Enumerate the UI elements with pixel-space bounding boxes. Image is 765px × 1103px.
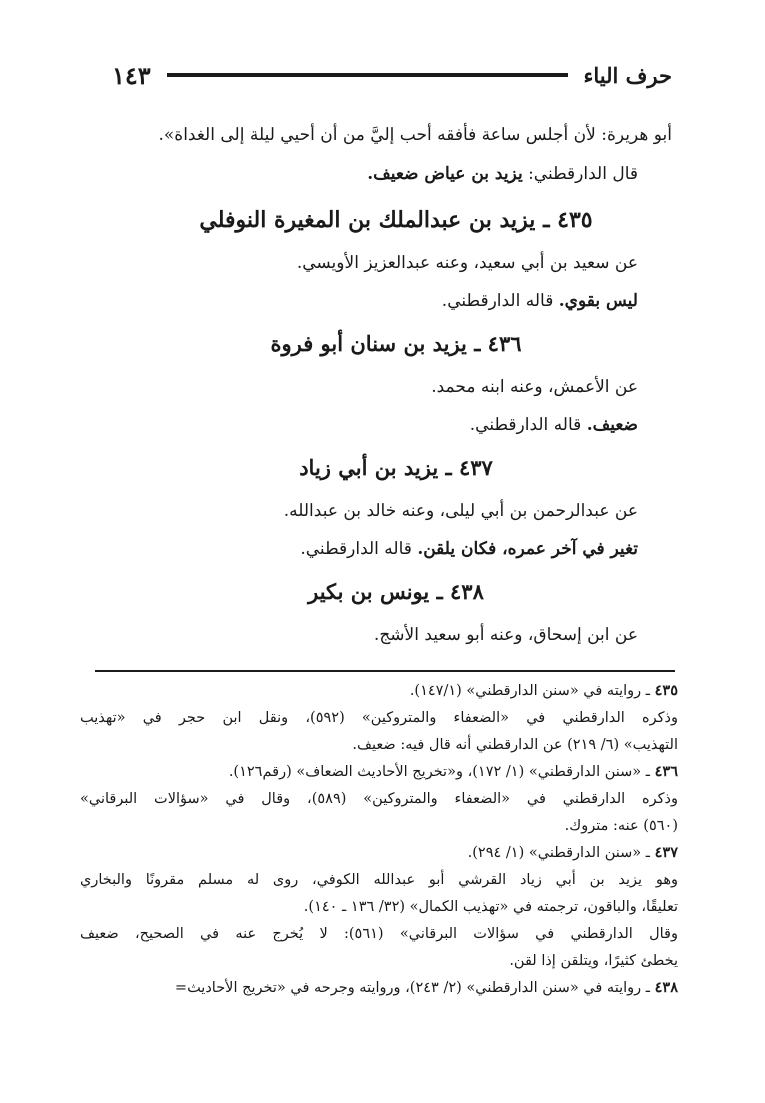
entry-title-435: ٤٣٥ ـ يزيد بن عبدالملك بن المغيرة النوفلي xyxy=(199,207,593,233)
footnote-text: ـ «سنن الدارقطني» (١/ ٢٩٤). xyxy=(467,845,655,861)
entry-line: عن عبدالرحمن بن أبي ليلى، وعنه خالد بن عبدالله. xyxy=(283,501,638,521)
entry-line xyxy=(80,282,672,320)
entry-line xyxy=(80,530,672,568)
footnote-line: وذكره الدارقطني في «الضعفاء والمتروكين» (٥٨٩)، وقال في «سؤالات البرقاني» xyxy=(80,791,678,807)
footnote-line: يخطئ كثيرًا، ويتلقن إذا لقن. xyxy=(509,953,678,969)
entry-title-436: ٤٣٦ ـ يزيد بن سنان أبو فروة xyxy=(270,331,522,356)
verdict-text: تغير في آخر عمره، فكان يلقن. xyxy=(417,539,638,559)
entry-line xyxy=(80,406,672,444)
footnote-438 xyxy=(80,975,678,1002)
footnote-line: وذكره الدارقطني في «الضعفاء والمتروكين» (٥٩٢)، ونقل ابن حجر في «تهذيب xyxy=(80,710,678,726)
footnote-line: (٥٦٠) عنه: متروك. xyxy=(564,818,678,834)
text-span: قاله الدارقطني. xyxy=(300,539,418,559)
footnote-line: وقال الدارقطني في سؤالات البرقاني» (٥٦١): لا يُخرج عنه في الصحيح، ضعيف xyxy=(80,926,678,942)
footnote-435 xyxy=(80,678,678,705)
entry-line: عن الأعمش، وعنه ابنه محمد. xyxy=(431,377,638,397)
footnote-text: ـ روايته في «سنن الدارقطني» (٢/ ٢٤٣)، وروايته وجرحه في «تخريج الأحاديث= xyxy=(174,980,655,996)
footnotes xyxy=(80,678,678,1002)
footnote-number: ٤٣٧ xyxy=(654,844,678,861)
verdict-text: يزيد بن عياض ضعيف. xyxy=(367,164,523,184)
footnote-rule xyxy=(95,670,675,672)
header-rule xyxy=(167,73,568,77)
footnote-line: وهو يزيد بن أبي زياد القرشي أبو عبدالله الكوفي، روى له مسلم مقرونًا والبخاري xyxy=(80,872,678,888)
footnote-number: ٤٣٦ xyxy=(654,763,678,780)
entry-title-437: ٤٣٧ ـ يزيد بن أبي زياد xyxy=(299,455,493,480)
footnote-text: ـ روايته في «سنن الدارقطني» (١٤٧/١). xyxy=(409,683,655,699)
chapter-title: حرف الياء xyxy=(583,62,672,88)
entry-line: عن سعيد بن أبي سعيد، وعنه عبدالعزيز الأويسي. xyxy=(296,253,638,273)
entry-line: عن ابن إسحاق، وعنه أبو سعيد الأشج. xyxy=(373,625,638,645)
verdict-text: ليس بقوي. xyxy=(558,291,638,311)
page-header xyxy=(112,58,672,92)
footnote-436 xyxy=(80,759,678,786)
footnote-number: ٤٣٥ xyxy=(654,682,678,699)
page-number: ١٤٣ xyxy=(112,60,151,90)
footnote-line: تعليقًا، والباقون، ترجمته في «تهذيب الكمال» (٣٢/ ١٣٦ ـ ١٤٠). xyxy=(303,899,678,915)
text-span: قاله الدارقطني. xyxy=(469,415,587,435)
verdict-text: ضعيف. xyxy=(586,415,638,435)
text-span: قال الدارقطني: xyxy=(522,164,638,184)
footnote-437 xyxy=(80,840,678,867)
text-line xyxy=(80,152,672,196)
text-span: قاله الدارقطني. xyxy=(441,291,559,311)
entry-title-438: ٤٣٨ ـ يونس بن بكير xyxy=(308,579,484,604)
footnote-line: التهذيب» (٦/ ٢١٩) عن الدارقطني أنه قال فيه: ضعيف. xyxy=(352,737,678,753)
main-text xyxy=(80,118,672,654)
footnote-text: ـ «سنن الدارقطني» (١/ ١٧٢)، و«تخريج الأحاديث الضعاف» (رقم١٢٦). xyxy=(228,764,655,780)
text-line: أبو هريرة: لأن أجلس ساعة فأفقه أحب إليَّ من أن أحيي ليلة إلى الغداة». xyxy=(158,125,672,145)
footnote-number: ٤٣٨ xyxy=(654,979,678,996)
